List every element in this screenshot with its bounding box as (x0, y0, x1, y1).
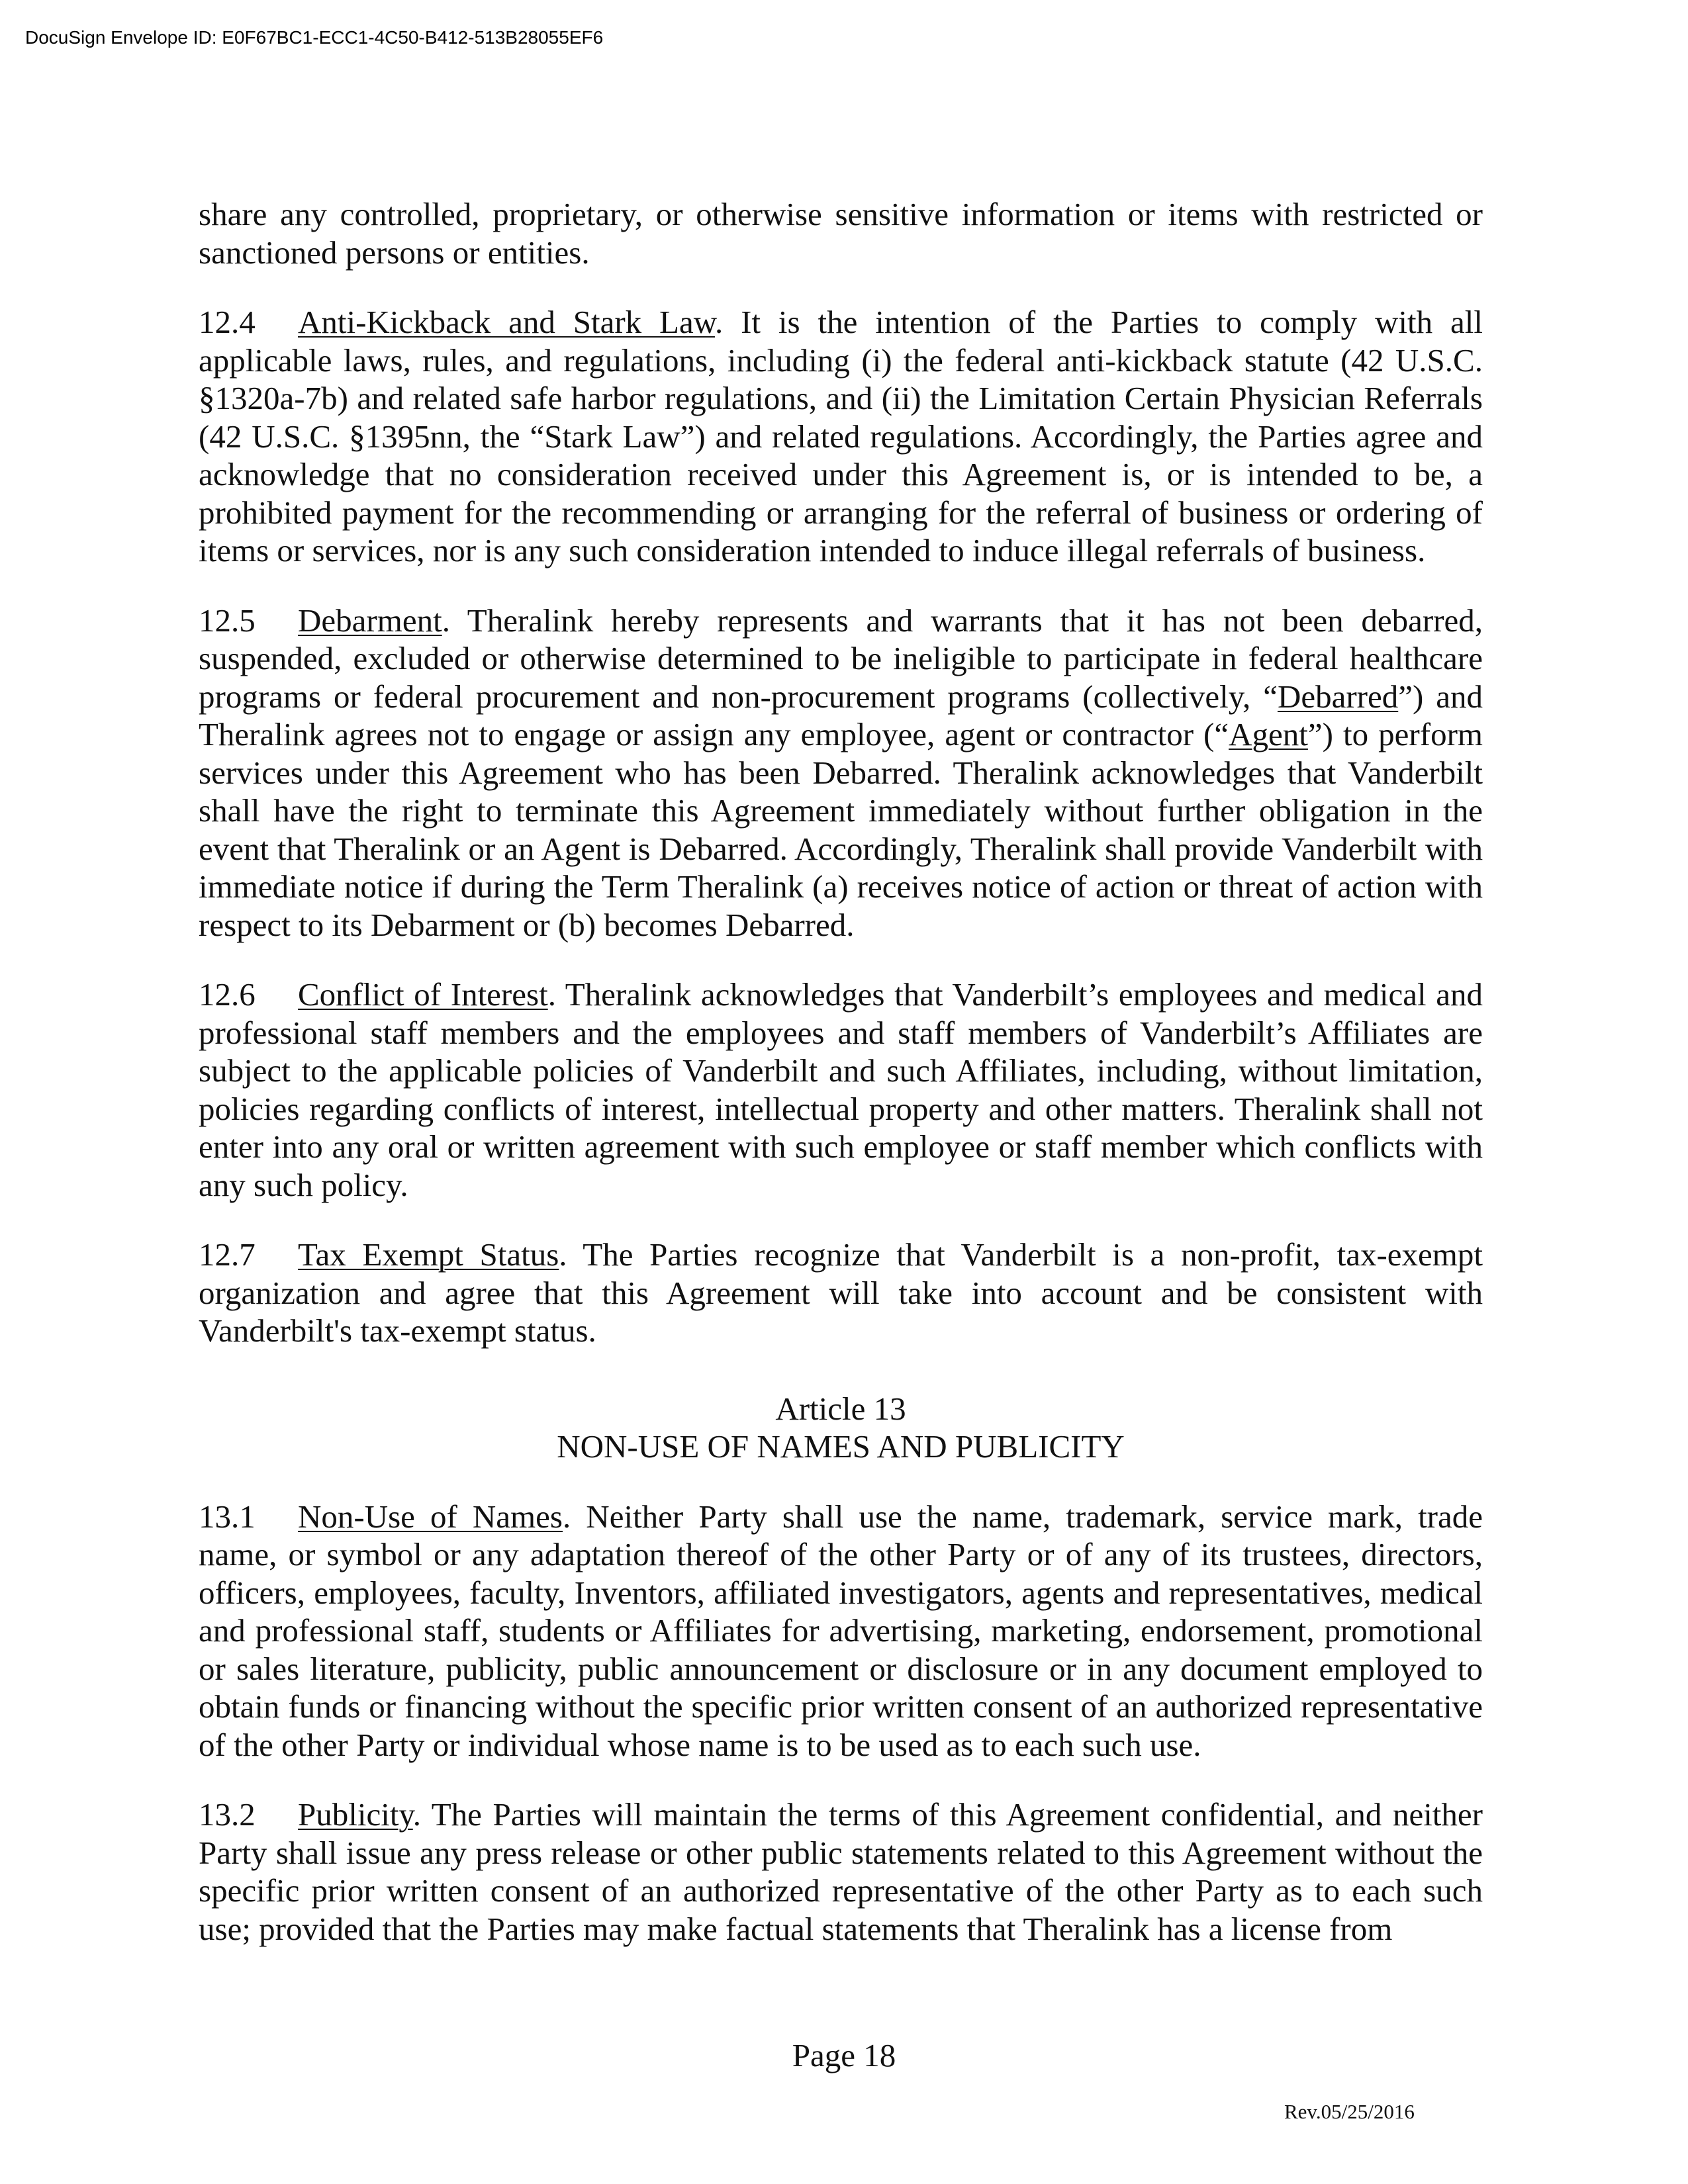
section-title: Conflict of Interest (298, 976, 548, 1013)
section-title: Debarment (298, 602, 442, 639)
defined-term-debarred: Debarred (1277, 678, 1399, 715)
article-heading (199, 1390, 1483, 1466)
section-number: 12.7 (199, 1236, 256, 1273)
continuation-text: share any controlled, proprietary, or otherwise sensitive information or items with restricted or sanctioned persons or entities. (199, 196, 1483, 271)
section-title: Anti-Kickback and Stark Law (298, 304, 715, 340)
section-13-1 (199, 1498, 1483, 1764)
section-title: Tax Exempt Status (298, 1236, 559, 1273)
section-13-2 (199, 1796, 1483, 1948)
section-text: . Theralink acknowledges that Vanderbilt’s employees and medical and professional staff members and the employees and staff members of Vanderbilt’s Affiliates are subject to the applicable policies of Vanderbilt and such Affiliates, including, without limitation, policies regarding conflicts of interest, intellectual property and other matters. Theralink shall not enter into any oral or written agreement with such employee or staff member which conflicts with any such policy. (199, 976, 1483, 1203)
section-text: ”) and Theralink agrees not to engage or assign any employee, agent or contractor (“ (199, 678, 1483, 752)
docusign-envelope-id: DocuSign Envelope ID: E0F67BC1-ECC1-4C50-B412-513B28055EF6 (25, 27, 604, 48)
document-body (199, 195, 1483, 1979)
section-text: . It is the intention of the Parties to comply with all applicable laws, rules, and regulations, including (i) the federal anti-kickback statute (42 U.S.C. §1320a-7b) and related safe harbor regulations, and (ii) the Limitation Certain Physician Referrals (42 U.S.C. §1395nn, the “Stark Law”) and related regulations. Accordingly, the Parties agree and acknowledge that no consideration received under this Agreement is, or is intended to be, a prohibited payment for the recommending or arranging for the referral of business or ordering of items or services, nor is any such consideration intended to induce illegal referrals of business. (199, 304, 1483, 569)
section-text: ”) to perform services under this Agreement who has been Debarred. Theralink acknowledges that Vanderbilt shall have the right to terminate this Agreement immediately without further obligation in the event that Theralink or an Agent is Debarred. Accordingly, Theralink shall provide Vanderbilt with immediate notice if during the Term Theralink (a) receives notice of action or threat of action with respect to its Debarment or (b) becomes Debarred. (199, 716, 1483, 943)
section-12-4 (199, 303, 1483, 570)
section-text: . Neither Party shall use the name, trademark, service mark, trade name, or symbol or any adaptation thereof of the other Party or of any of its trustees, directors, officers, employees, faculty, Inventors, affiliated investigators, agents and representatives, medical and professional staff, students or Affiliates for advertising, marketing, endorsement, promotional or sales literature, publicity, public announcement or disclosure or in any document employed to obtain funds or financing without the specific prior written consent of an authorized representative of the other Party or individual whose name is to be used as to each such use. (199, 1498, 1483, 1763)
revision-date: Rev.05/25/2016 (1284, 2100, 1415, 2123)
continuation-paragraph (199, 195, 1483, 271)
defined-term-agent: Agent (1229, 716, 1308, 752)
article-label: Article 13 (775, 1390, 906, 1427)
section-12-5 (199, 602, 1483, 944)
article-title: NON-USE OF NAMES AND PUBLICITY (557, 1428, 1125, 1465)
section-number: 12.4 (199, 304, 256, 340)
section-text: . The Parties recognize that Vanderbilt is a non-profit, tax-exempt organization and agree that this Agreement will take into account and be consistent with Vanderbilt's tax-exempt status. (199, 1236, 1483, 1349)
section-number: 13.2 (199, 1796, 256, 1833)
section-text: . Theralink hereby represents and warrants that it has not been debarred, suspended, excluded or otherwise determined to be ineligible to participate in federal healthcare programs or federal procurement and non-procurement programs (collectively, “ (199, 602, 1483, 715)
section-title: Non-Use of Names (298, 1498, 563, 1535)
section-12-6 (199, 976, 1483, 1204)
section-text: . The Parties will maintain the terms of this Agreement confidential, and neither Party shall issue any press release or other public statements related to this Agreement without the specific prior written consent of an authorized representative of the other Party as to each such use; provided that the Parties may make factual statements that Theralink has a license from (199, 1796, 1483, 1947)
section-number: 13.1 (199, 1498, 256, 1535)
section-title: Publicity (298, 1796, 413, 1833)
page-number: Page 18 (792, 2037, 896, 2073)
section-number: 12.6 (199, 976, 256, 1013)
section-number: 12.5 (199, 602, 256, 639)
section-12-7 (199, 1236, 1483, 1350)
